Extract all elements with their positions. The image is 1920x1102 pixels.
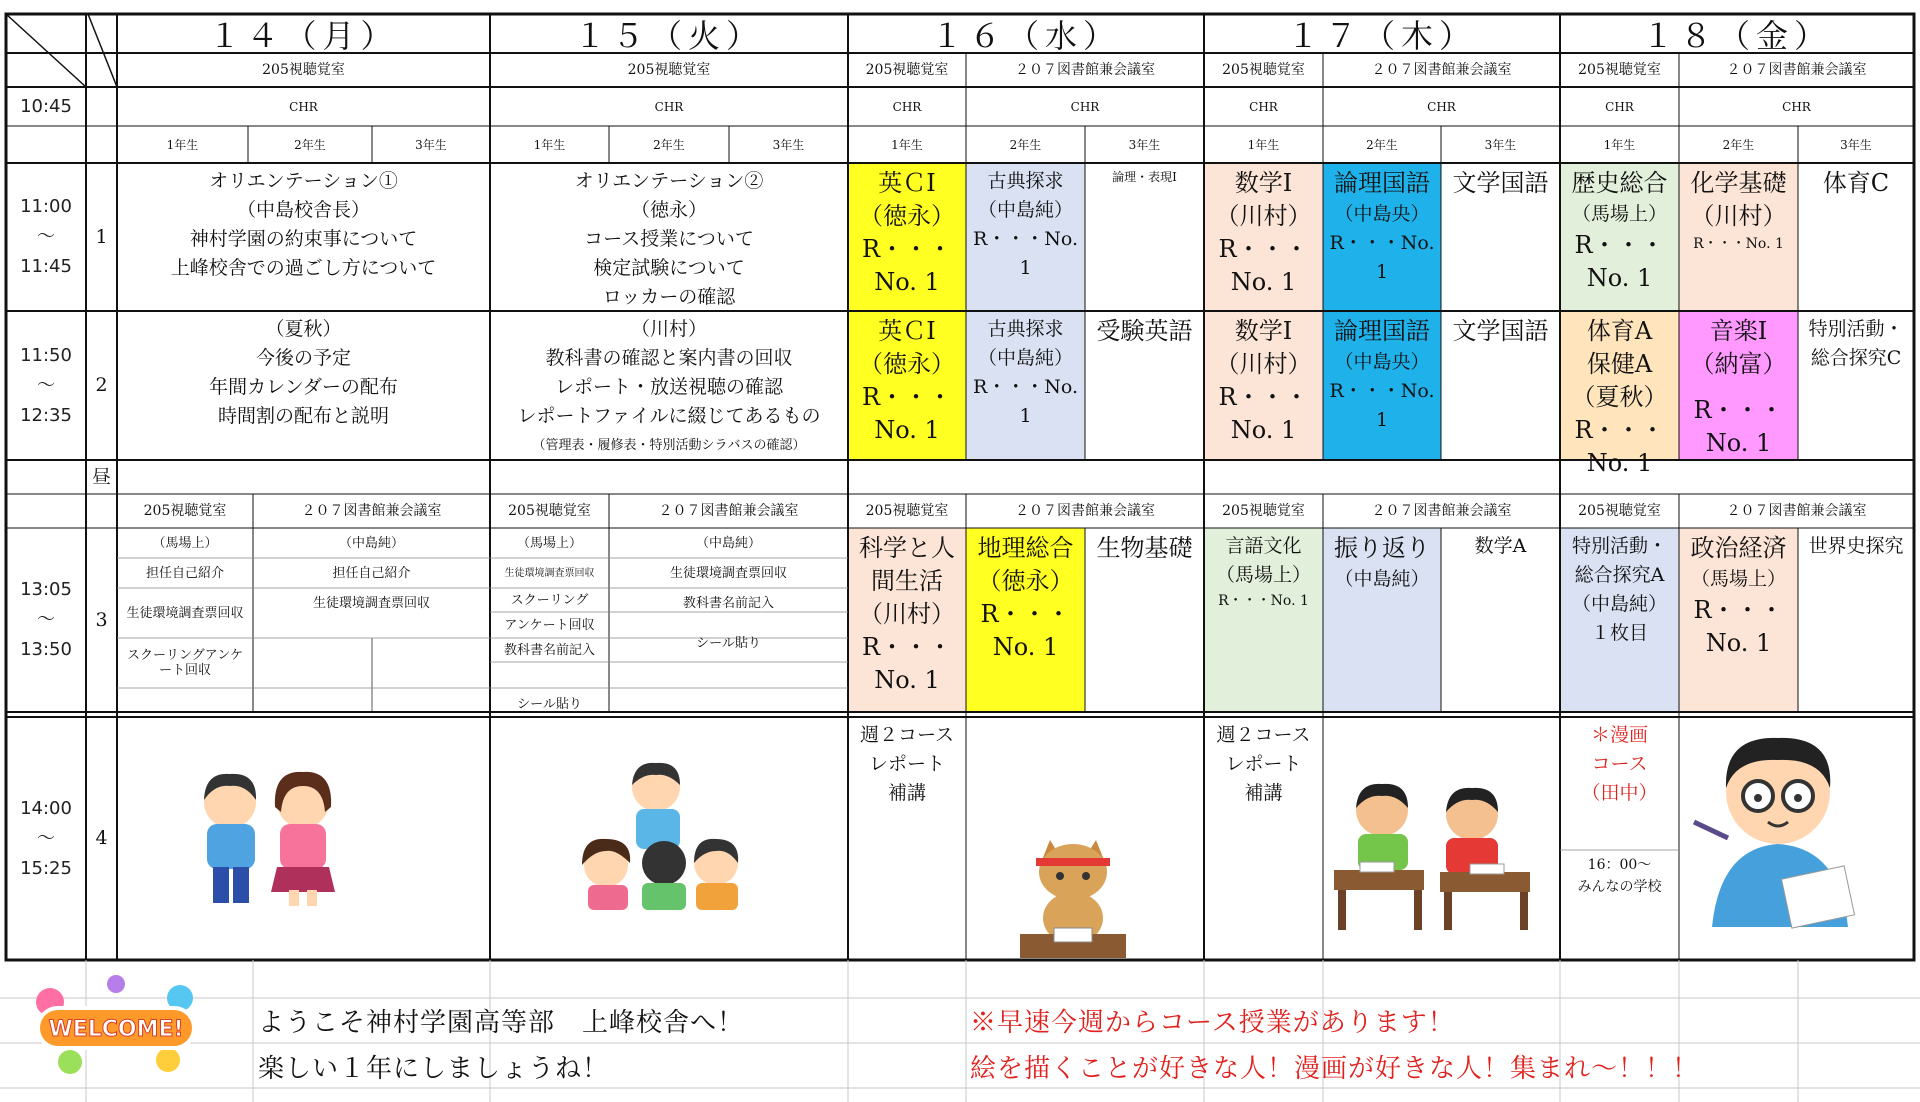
grade-fri-1: 1年生 <box>1603 137 1636 152</box>
fri-p2-g2: 音楽Ⅰ （納富） R・・・No. 1 <box>1690 317 1787 457</box>
grade-wed-1: 1年生 <box>891 137 923 152</box>
thu-p1-g2: 論理国語 （中島央） R・・・No. 1 <box>1329 169 1435 283</box>
grade-tue-1: 1年生 <box>533 137 566 152</box>
grade-tue-3: 3年生 <box>772 137 805 152</box>
tue-p3-right-list: （中島純） 生徒環境調査票回収 教科書名前記入 シール貼り <box>669 535 787 651</box>
start-time: 10:45 <box>20 95 72 117</box>
grade-fri-3: 3年生 <box>1840 137 1872 152</box>
room-tue: 205視聴覚室 <box>627 62 711 78</box>
chr-tue: CHR <box>654 99 684 114</box>
wed-p2-g2: 古典探求 （中島純） R・・・No. 1 <box>972 318 1079 427</box>
footer-welcome-line-2: 楽しい１年にしましょうね！ <box>258 1054 610 1084</box>
cat-studying-illustration <box>1012 830 1134 958</box>
room-thu-2: ２０７図書館兼会議室 <box>1371 62 1512 78</box>
lunch-label: 昼 <box>91 465 111 488</box>
tue-p3-room-1: 205視聴覚室 <box>508 503 591 519</box>
chr-thu-1: CHR <box>1249 99 1278 114</box>
mon-p1: オリエンテーション① （中島校舎長） 神村学園の約束事について 上峰校舎での過ごし方について <box>170 170 437 279</box>
wed-p1-g3: 論理・表現Ⅰ <box>1112 170 1177 184</box>
mon-p3-right-list: （中島純） 担任自己紹介 生徒環境調査票回収 <box>312 535 430 611</box>
period-time-2: 11:50 〜 12:35 <box>20 344 72 426</box>
wed-p2-g3: 受験英語 <box>1096 317 1193 345</box>
fri-p1-g1: 歴史総合 （馬場上） R・・・No. 1 <box>1571 169 1668 292</box>
wed-p2-g1: 英ＣⅠ （徳永） R・・・No. 1 <box>859 317 955 444</box>
svg-text:WELCOME!: WELCOME! <box>48 1017 184 1042</box>
mon-p2: （夏秋） 今後の予定 年間カレンダーの配布 時間割の配布と説明 <box>209 318 398 427</box>
wed-p3-room-1: 205視聴覚室 <box>865 503 949 519</box>
room-wed-1: 205視聴覚室 <box>865 62 949 78</box>
wed-p3-g2: 地理総合 （徳永） R・・・No. 1 <box>977 534 1074 661</box>
thu-p3-g2: 振り返り （中島純） <box>1334 534 1430 590</box>
day-header-fri: １８（金） <box>1641 16 1832 55</box>
grade-thu-3: 3年生 <box>1484 137 1517 152</box>
grade-mon-1: 1年生 <box>166 137 199 152</box>
day-header-tue: １５（火） <box>573 16 764 55</box>
period-number-3: 3 <box>95 608 108 631</box>
fri-p3-g1: 特別活動・ 総合探究A （中島純） １枚目 <box>1571 535 1667 644</box>
room-wed-2: ２０７図書館兼会議室 <box>1015 62 1155 78</box>
thu-p1-g3: 文学国語 <box>1452 169 1549 197</box>
grade-wed-2: 2年生 <box>1009 137 1042 152</box>
thu-p2-g2: 論理国語 （中島央） R・・・No. 1 <box>1329 317 1435 431</box>
day-header-wed: １６（水） <box>930 16 1121 55</box>
mon-p3-room-2: ２０７図書館兼会議室 <box>301 503 442 519</box>
period-number-1: 1 <box>95 225 108 248</box>
kids-talking-illustration <box>570 755 755 910</box>
room-thu-1: 205視聴覚室 <box>1222 62 1305 78</box>
chr-wed-2: CHR <box>1070 99 1100 114</box>
tue-p2: （川村） 教科書の確認と案内書の回収 レポート・放送視聴の確認 レポートファイルに綴じてあるもの （管理表・履修表・特別活動シラバスの確認） <box>517 318 821 453</box>
bowing-kids-illustration <box>185 762 360 917</box>
thu-p3-room-1: 205視聴覚室 <box>1222 503 1305 519</box>
fri-p2-g1: 体育A 保健A （夏秋） R・・・No. 1 <box>1571 317 1668 477</box>
thu-p3-room-2: ２０７図書館兼会議室 <box>1371 503 1512 519</box>
wed-p3-room-2: ２０７図書館兼会議室 <box>1015 503 1155 519</box>
grade-tue-2: 2年生 <box>653 137 685 152</box>
chr-thu-2: CHR <box>1427 99 1456 114</box>
footer-notice-line-1: ※早速今週からコース授業があります！ <box>970 1008 1455 1038</box>
period-time-4: 14:00 〜 15:25 <box>20 797 72 879</box>
chr-wed-1: CHR <box>892 99 922 114</box>
tue-p3-left-list: （馬場上） 生徒環境調査票回収 スクーリング アンケート回収 教科書名前記入 シール貼り <box>503 535 595 712</box>
grade-mon-3: 3年生 <box>415 137 447 152</box>
period-number-2: 2 <box>95 374 108 396</box>
thu-p2-g1: 数学Ⅰ （川村） R・・・No. 1 <box>1215 317 1312 444</box>
fri-p4-school-time: 16：00〜 みんなの学校 <box>1577 857 1662 895</box>
grade-wed-3: 3年生 <box>1128 137 1161 152</box>
period-time-1: 11:00 〜 11:45 <box>20 196 72 277</box>
room-fri-2: ２０７図書館兼会議室 <box>1726 62 1867 78</box>
thu-p1-g1: 数学Ⅰ （川村） R・・・No. 1 <box>1215 169 1312 296</box>
tue-p1: オリエンテーション② （徳永） コース授業について 検定試験について ロッカーの確認 <box>574 170 764 308</box>
day-header-thu: １７（木） <box>1286 16 1477 55</box>
thu-p2-g3: 文学国語 <box>1452 317 1549 345</box>
fri-p4-manga-course: ＊漫画 コース （田中） <box>1581 724 1658 804</box>
thu-p3-g1: 言語文化 （馬場上） R・・・No. 1 <box>1215 535 1311 609</box>
fri-p1-g3: 体育C <box>1822 169 1890 197</box>
grade-thu-1: 1年生 <box>1247 137 1280 152</box>
mon-p3-room-1: 205視聴覚室 <box>143 503 227 519</box>
fri-p3-room-1: 205視聴覚室 <box>1578 503 1661 519</box>
thu-p4-course: 週２コース レポート 補講 <box>1216 724 1311 804</box>
period-number-4: 4 <box>95 827 108 849</box>
footer-notice-line-2: 絵を描くことが好きな人！漫画が好きな人！集まれ〜！！！ <box>970 1054 1700 1084</box>
grade-fri-2: 2年生 <box>1722 137 1755 152</box>
wed-p1-g2: 古典探求 （中島純） R・・・No. 1 <box>972 170 1079 279</box>
fri-p1-g2: 化学基礎 （川村） R・・・No. 1 <box>1690 169 1787 252</box>
day-header-mon: １４（月） <box>208 16 399 55</box>
wed-p3-g3: 生物基礎 <box>1096 534 1193 562</box>
fri-p3-g3: 世界史探究 <box>1808 535 1904 557</box>
welcome-badge-logo <box>30 970 202 1080</box>
chr-fri-1: CHR <box>1605 99 1634 114</box>
artist-illustration <box>1690 722 1865 927</box>
wed-p4-course: 週２コース レポート 補講 <box>859 724 955 804</box>
tue-p3-room-2: ２０７図書館兼会議室 <box>658 503 799 519</box>
grade-thu-2: 2年生 <box>1366 137 1398 152</box>
room-fri-1: 205視聴覚室 <box>1578 62 1661 78</box>
room-mon: 205視聴覚室 <box>262 62 345 78</box>
wed-p3-g1: 科学と人 間生活 （川村） R・・・No. 1 <box>859 534 955 694</box>
mon-p3-left-list: （馬場上） 担任自己紹介 生徒環境調査票回収 スクーリングアンケート回収 <box>126 535 244 678</box>
chr-fri-2: CHR <box>1782 99 1811 114</box>
fri-p3-room-2: ２０７図書館兼会議室 <box>1726 503 1867 519</box>
fri-p2-g3: 特別活動・ 総合探究C <box>1808 318 1904 369</box>
wed-p1-g1: 英ＣⅠ （徳永） R・・・No. 1 <box>859 169 955 296</box>
fri-p3-g2: 政治経済 （馬場上） R・・・No. 1 <box>1690 534 1787 657</box>
period-time-3: 13:05 〜 13:50 <box>20 579 72 660</box>
grade-mon-2: 2年生 <box>294 137 326 152</box>
footer-welcome-line-1: ようこそ神村学園高等部 上峰校舎へ！ <box>258 1008 745 1038</box>
chr-mon: CHR <box>289 99 318 114</box>
students-desks-illustration <box>1330 770 1535 930</box>
thu-p3-g3: 数学A <box>1474 535 1527 557</box>
